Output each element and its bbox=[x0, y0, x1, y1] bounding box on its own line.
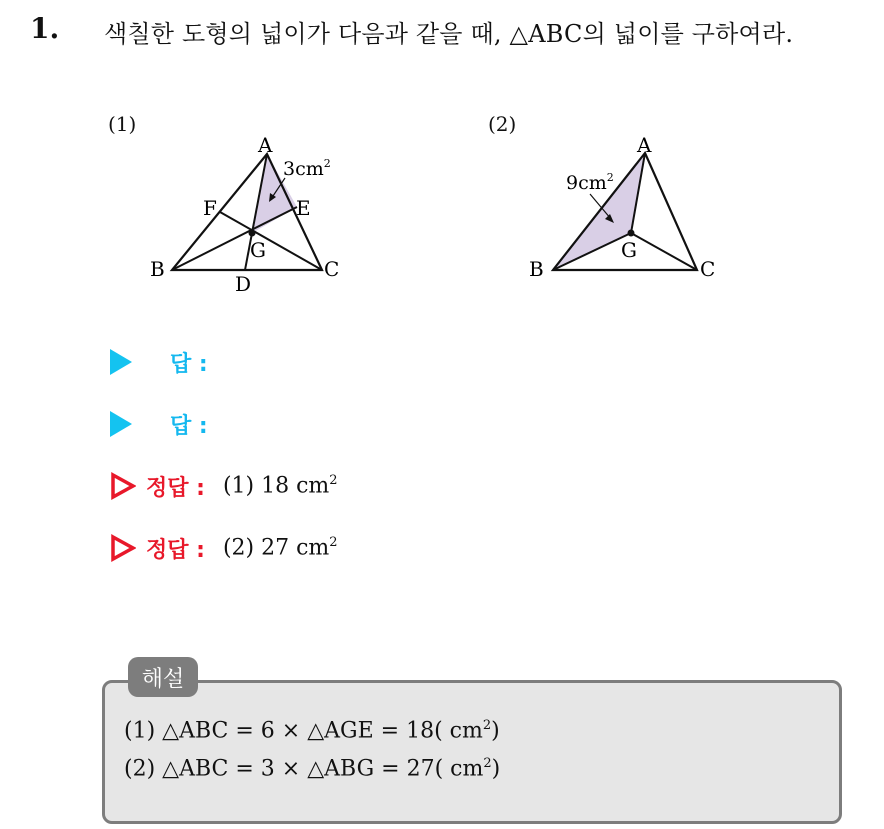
figure-1-label: (1) bbox=[108, 112, 137, 136]
point-g-dot bbox=[628, 230, 635, 237]
area-label: $3cm^2$ bbox=[283, 157, 331, 180]
median-be bbox=[172, 207, 297, 270]
point-d: D bbox=[235, 272, 252, 296]
answer-arrow-icon bbox=[110, 349, 132, 375]
correct-row-1 bbox=[110, 470, 338, 502]
point-b: B bbox=[529, 257, 544, 281]
solution-title: 해설 bbox=[128, 657, 198, 697]
point-e: E bbox=[296, 196, 311, 220]
answer-label: 답 : bbox=[170, 351, 208, 377]
point-g: G bbox=[621, 238, 637, 262]
question-number: 1. bbox=[30, 12, 60, 45]
question-text: 색칠한 도형의 넓이가 다음과 같을 때, △ABC의 넓이를 구하여라. bbox=[104, 20, 794, 48]
correct-value: (1) 18 $cm^2$ bbox=[222, 473, 338, 499]
figure-2-triangle-diagram bbox=[520, 130, 730, 290]
answer-label: 답 : bbox=[170, 413, 208, 439]
point-b: B bbox=[150, 257, 165, 281]
answer-row-1 bbox=[110, 346, 208, 378]
point-f: F bbox=[203, 196, 217, 220]
point-g: G bbox=[250, 238, 266, 262]
point-a: A bbox=[637, 133, 652, 157]
correct-arrow-icon bbox=[110, 472, 136, 500]
correct-arrow-icon bbox=[110, 534, 136, 562]
answer-row-2 bbox=[110, 408, 208, 440]
correct-label: 정답 : bbox=[146, 475, 205, 501]
point-c: C bbox=[700, 257, 716, 281]
solution-line-2: (2) △ABC = 3 × △ABG = 27( $cm^2$) bbox=[124, 756, 501, 782]
figure-1-triangle-diagram bbox=[140, 130, 350, 300]
correct-label: 정답 : bbox=[146, 537, 205, 563]
solution-line-1: (1) △ABC = 6 × △AGE = 18( $cm^2$) bbox=[124, 718, 500, 744]
answer-arrow-icon bbox=[110, 411, 132, 437]
point-c: C bbox=[324, 257, 340, 281]
centroid-g bbox=[249, 230, 256, 237]
segment-cg bbox=[631, 233, 697, 270]
correct-value: (2) 27 $cm^2$ bbox=[222, 535, 338, 561]
figure-2-label: (2) bbox=[488, 112, 517, 136]
point-a: A bbox=[258, 133, 273, 157]
solution-box bbox=[102, 680, 842, 824]
correct-row-2 bbox=[110, 532, 338, 564]
area-label: $9cm^2$ bbox=[566, 171, 614, 194]
